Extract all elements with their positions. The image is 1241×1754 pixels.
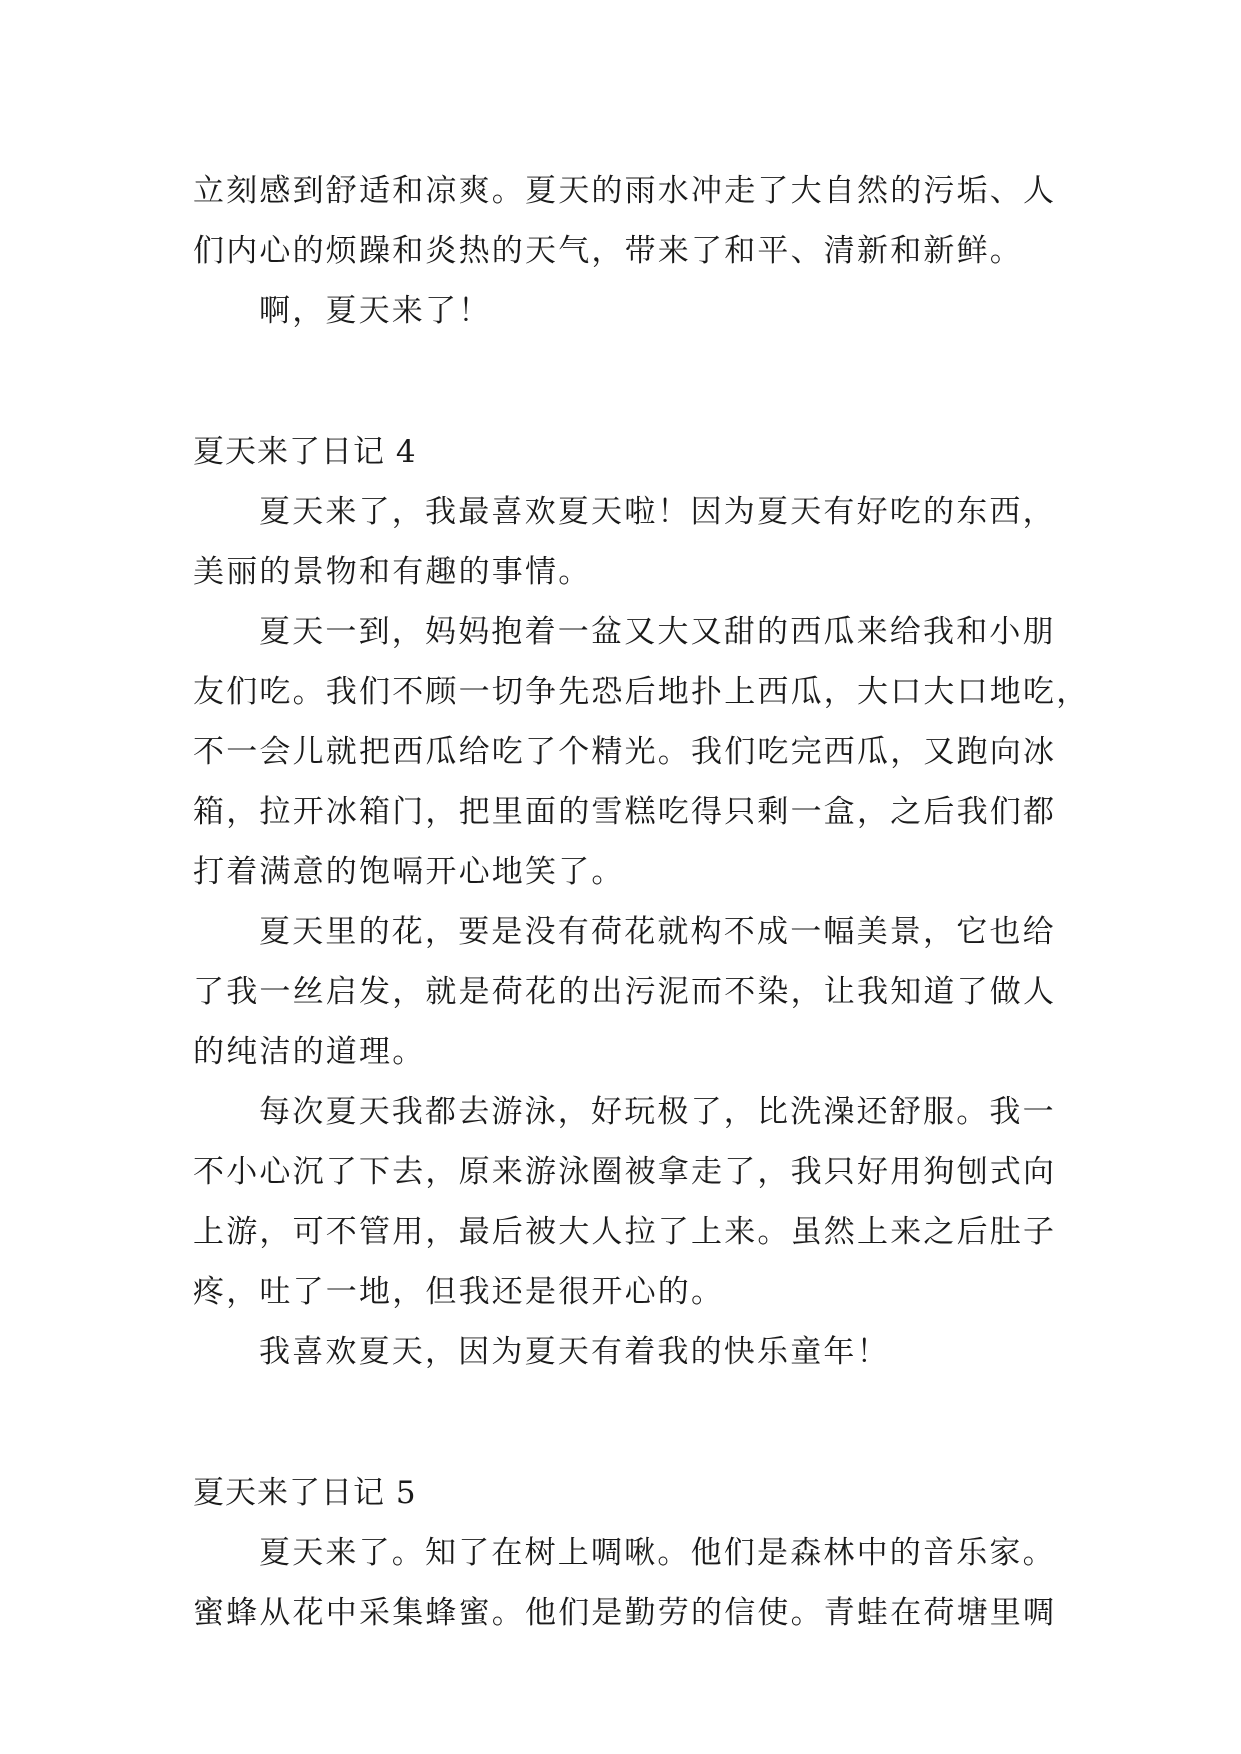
text-line: 夏天里的花，要是没有荷花就构不成一幅美景，它也给 [259,914,1056,950]
text-line: 不小心沉了下去，原来游泳圈被拿走了，我只好用狗刨式向 [193,1154,1057,1190]
text-line: 蜜蜂从花中采集蜂蜜。他们是勤劳的信使。青蛙在荷塘里啁 [193,1595,1057,1631]
text-line: 们内心的烦躁和炎热的天气，带来了和平、清新和新鲜。 [193,233,1023,269]
text-line: 立刻感到舒适和凉爽。夏天的雨水冲走了大自然的污垢、人 [193,173,1057,209]
text-line: 箱，拉开冰箱门，把里面的雪糕吃得只剩一盒，之后我们都 [193,794,1057,830]
text-line: 每次夏天我都去游泳，好玩极了，比洗澡还舒服。我一 [259,1094,1056,1130]
text-line: 友们吃。我们不顾一切争先恐后地扑上西瓜，大口大口地吃， [193,674,1090,710]
closing-line: 啊，夏天来了！ [259,293,492,329]
text-line: 夏天来了，我最喜欢夏天啦！因为夏天有好吃的东西， [259,494,1056,530]
text-line: 夏天一到，妈妈抱着一盆又大又甜的西瓜来给我和小朋 [259,614,1056,650]
section-title: 夏天来了日记 5 [193,1475,417,1511]
section-gap [193,1382,1063,1463]
document-body [193,161,1090,1643]
text-line: 不一会儿就把西瓜给吃了个精光。我们吃完西瓜，又跑向冰 [193,734,1057,770]
text-line: 疼，吐了一地，但我还是很开心的。 [193,1274,725,1310]
section-title: 夏天来了日记 4 [193,434,417,470]
text-line: 的纯洁的道理。 [193,1034,426,1070]
section-gap [193,341,1063,422]
text-line: 上游，可不管用，最后被大人拉了上来。虽然上来之后肚子 [193,1214,1057,1250]
text-line: 了我一丝启发，就是荷花的出污泥而不染，让我知道了做人 [193,974,1057,1010]
text-line: 打着满意的饱嗝开心地笑了。 [193,854,625,890]
text-line: 夏天来了。知了在树上啁啾。他们是森林中的音乐家。 [259,1535,1056,1571]
text-line: 我喜欢夏天，因为夏天有着我的快乐童年！ [259,1334,890,1370]
text-line: 美丽的景物和有趣的事情。 [193,554,592,590]
